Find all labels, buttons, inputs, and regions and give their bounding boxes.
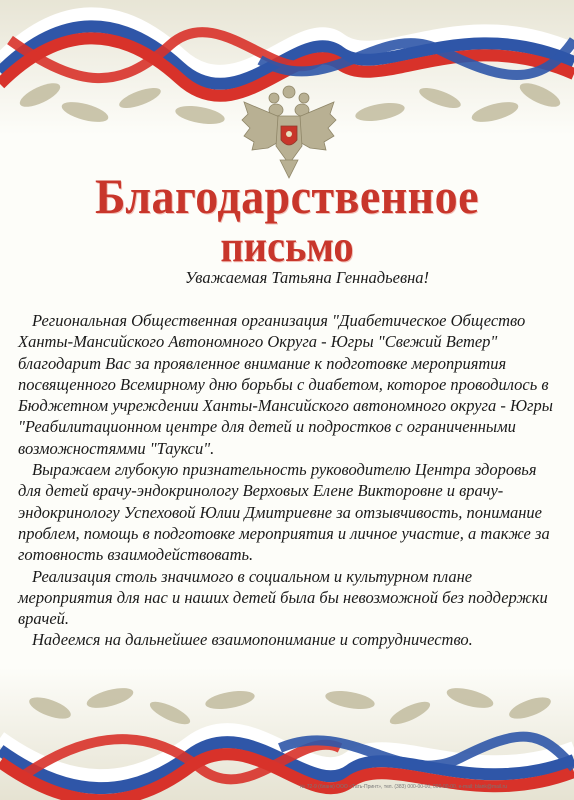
paragraph-2: Выражаем глубокую признательность руководителю Центра здоровья для детей врачу-эндокринологу Верховых Елене Викторовне и врачу-эндокринологу Успеховой Юлии Дмитриевне за отзывчивость, понимание проблем, помощь в подготовке мероприятия и личное участие, а также за готовность взаимодействовать. bbox=[18, 460, 550, 565]
paragraph-1: Региональная Общественная организация "Диабетическое Общество Ханты-Мансийского Автономного Округа - Югры "Свежий Ветер" благодарит Вас за проявленное внимание к подготовке мероприятия посвященного Всемирному дню борьбы с диабетом, которое проводилось в Бюджетном учреждении Ханты-Мансийского автономного округа - Югры "Реабилитационном центре для детей и подростков с ограниченными возможностямми "Таукси". bbox=[18, 311, 553, 458]
coat-of-arms-icon bbox=[238, 84, 340, 180]
certificate-title: Благодарственное bbox=[95, 168, 479, 224]
greeting: Уважаемая Татьяна Геннадьевна! bbox=[184, 268, 430, 287]
letter-body bbox=[18, 310, 558, 651]
certificate-title-line2: письмо bbox=[220, 222, 354, 271]
paragraph-3: Реализация столь значимого в социальном и культурном плане мероприятия для нас и наших детей была бы невозможной без поддержки врачей. bbox=[18, 566, 548, 629]
paragraph-4: Надеемся на дальнейшее взаимопонимание и сотрудничество. bbox=[32, 630, 473, 650]
print-imprint: № 72-9 (бланк) ООО «Тать-Принт», тел. (383) 000-00-00, 000-00-00, e-mail: blank@mail.ru bbox=[300, 784, 508, 790]
bottom-ribbon-border bbox=[0, 668, 574, 800]
